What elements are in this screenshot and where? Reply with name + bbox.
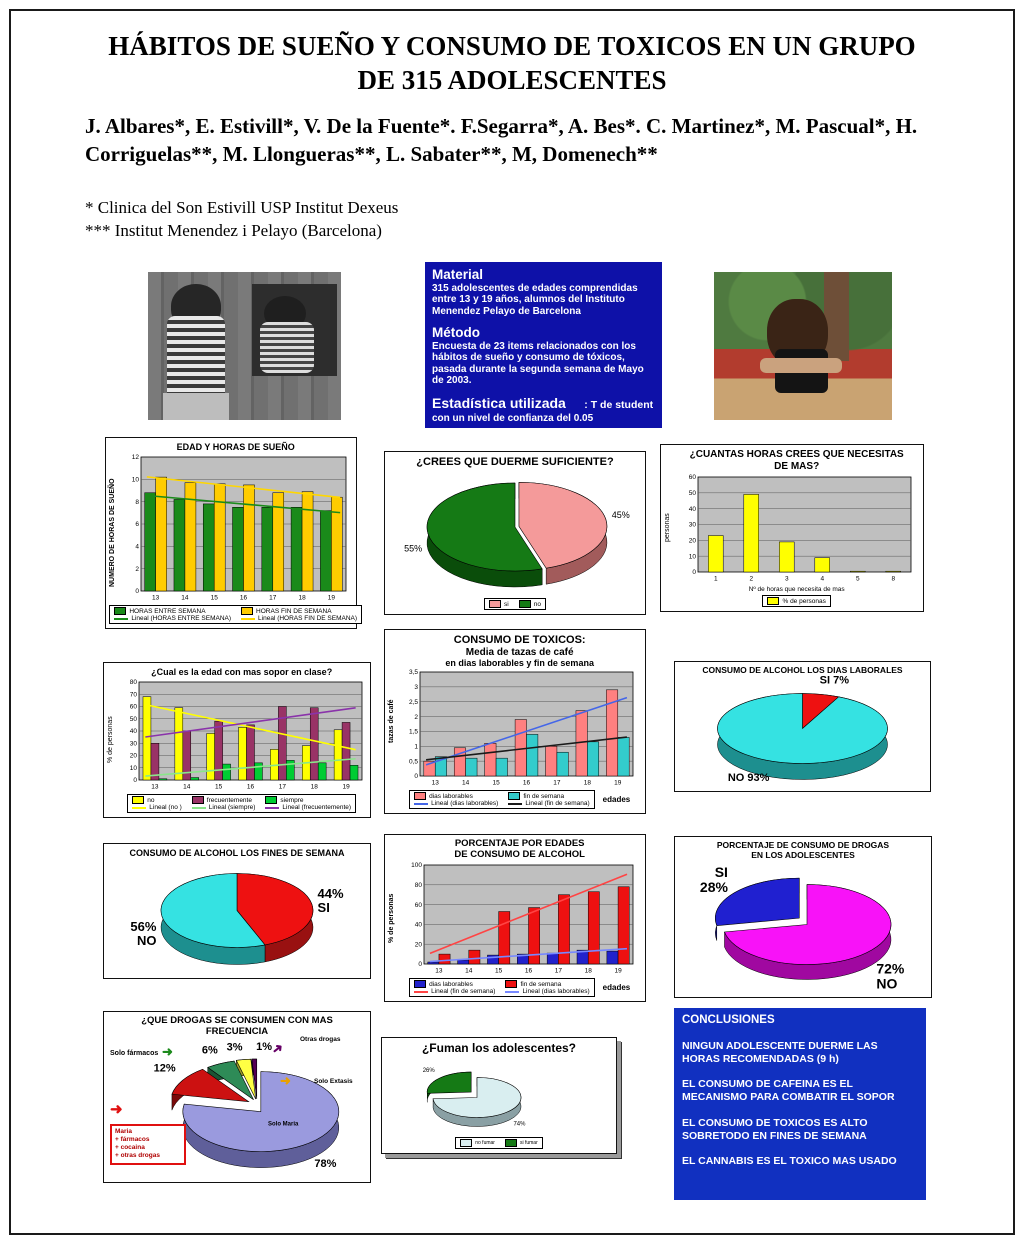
svg-text:18: 18 [584,967,593,975]
swbox [505,1139,517,1147]
conclusions-list [682,1040,918,1168]
svg-text:78%: 78% [314,1157,337,1170]
svg-text:16: 16 [247,783,255,791]
svg-text:20: 20 [415,941,423,949]
ctitle [677,839,929,861]
lgitem [132,804,182,811]
svg-text:20: 20 [130,753,138,761]
lgtext: no fumar [475,1140,495,1146]
swbox [508,792,520,800]
lgtext: si fumar [519,1140,538,1146]
svg-text:12%: 12% [153,1062,176,1075]
swline [132,807,146,809]
svg-text:3%: 3% [226,1041,243,1054]
lgtext: Lineal (dias laborables) [431,800,499,807]
swbox [241,607,253,615]
svg-text:19: 19 [342,783,351,791]
material-heading: Material [432,267,484,282]
ctitle-line: PORCENTAJE DE CONSUMO DE DROGAS [716,840,890,850]
svgwrap [384,1056,614,1136]
svg-text:13: 13 [152,594,160,602]
ylabel: personas [664,513,671,543]
lgitem [414,800,498,807]
svgwrap [672,472,921,585]
photo-art [163,393,229,420]
lgitem [414,988,495,995]
drug-mix-line: + fármacos [115,1136,150,1144]
svgwrap [387,469,643,597]
svg-text:10: 10 [130,765,138,773]
ctitle-line: EN LOS ADOLESCENTES [751,849,855,860]
lgtext: % de personas [782,597,826,605]
svg-text:30: 30 [130,740,138,748]
svg-text:15: 15 [492,779,501,787]
red-arrow-icon: ➜ [110,1101,123,1118]
ccol [117,440,358,626]
lgtext: HORAS FIN DE SEMANA [256,607,332,615]
lgtext: no [533,600,541,608]
ccol [106,846,368,976]
estadistica-value: : T de student [584,398,654,411]
chart-fuman-los-adolescentes [381,1037,617,1154]
svg-text:2: 2 [135,566,140,574]
svg-text:6: 6 [135,521,140,529]
chart-alcohol-dias-laborales [674,661,931,792]
ctitle-line: EDAD Y HORAS DE SUEÑO [176,442,295,452]
svg-text:0,5: 0,5 [409,758,419,766]
svg-text:1: 1 [714,575,718,583]
svg-text:14: 14 [181,594,189,602]
drug-mix-line: + cocaina [115,1144,145,1152]
swline [265,807,279,809]
svg-text:3,5: 3,5 [409,669,419,677]
svg-text:40: 40 [689,505,697,513]
swline [505,991,519,993]
svg-text:3: 3 [785,575,789,583]
chart-canvas [117,452,354,604]
svg-text:17: 17 [553,779,561,787]
svg-text:80: 80 [130,679,138,687]
swline [192,807,206,809]
ccol [115,665,368,815]
swbox [414,792,426,800]
ylabel: % de personas [388,893,395,943]
svg-text:NO: NO [876,975,898,992]
svg-text:30: 30 [689,521,697,529]
svgwrap [396,861,643,977]
svg-text:15: 15 [215,783,223,791]
svg-text:12: 12 [132,454,140,462]
estadistica-note: con un nivel de confianza del 0.05 [432,412,594,424]
svg-text:SI 7%: SI 7% [819,675,850,687]
ccol [677,839,929,995]
ctitle [672,447,921,472]
lgitem [132,796,182,804]
lgtext: Lineal (HORAS ENTRE SEMANA) [131,615,232,622]
svgwrap [117,452,354,604]
swline [241,618,255,620]
lgitem [192,796,256,804]
crow [387,837,643,999]
svg-text:40: 40 [415,921,423,929]
svg-text:2: 2 [749,575,754,583]
crow [108,440,358,626]
clegend [409,790,595,809]
callout-otras-drogas: Otras drogas [300,1036,341,1043]
chart-edad-con-mas-sopor [103,662,371,818]
ylabel: NUMERO DE HORAS DE SUEÑO [109,478,116,588]
svg-text:16: 16 [525,967,533,975]
purple-arrow-icon: ➜ [268,1039,287,1058]
svgwrap [677,861,929,995]
xlabel-right: edades [602,795,631,804]
ctitle [115,665,368,677]
swline [414,803,428,805]
ctitle-line: en dias laborables y fin de semana [445,658,594,669]
ctitle [677,664,928,676]
ctitle [396,632,643,668]
ccol [387,454,643,612]
conclusion-item: EL CONSUMO DE CAFEINA ES EL MECANISMO PARA COMBATIR EL SOPOR [682,1078,895,1104]
clegend [127,794,356,813]
chart-canvas [384,1056,614,1136]
ctitle [117,440,354,452]
svg-text:SI: SI [714,863,728,880]
chart-canvas [106,858,368,976]
svg-text:60: 60 [689,474,697,482]
swbox [505,980,517,988]
lgitem [505,988,589,995]
lgtext: dias laborables [429,792,473,800]
svg-text:15: 15 [495,967,503,975]
svg-text:0: 0 [692,569,697,577]
green-arrow-icon: ➜ [162,1044,173,1059]
ylabel: tazas de café [388,699,395,744]
svg-text:18: 18 [310,783,319,791]
ctitle [396,837,643,861]
chart-canvas [677,861,929,995]
svg-text:1%: 1% [256,1040,273,1053]
lgtext: fin de semana [523,792,565,800]
svgwrap [677,676,928,789]
clegend [455,1137,543,1149]
chart-crees-que-duerme-suficiente [384,451,646,615]
ctitle [106,1014,368,1038]
ylabel: % de personas [107,716,114,764]
ctitle-line: FRECUENCIA [205,1025,269,1037]
ctitle-line: ¿CREES QUE DUERME SUFICIENTE? [416,456,614,468]
chart-edad-y-horas-de-sueno [105,437,357,629]
svg-text:17: 17 [279,783,287,791]
swbox [132,796,144,804]
poster-affiliation-1: * Clinica del Son Estivill USP Institut Dexeus [85,198,399,217]
ctitle-line: DE CONSUMO DE ALCOHOL [454,848,585,860]
svg-text:72%: 72% [876,960,905,977]
chart-canvas [115,677,368,793]
material-method-box [425,262,662,428]
ccol [384,1040,614,1151]
swbox [767,597,779,605]
clegend [109,605,362,624]
lgitem [114,607,231,615]
ctitle [106,846,368,858]
legend-row [396,789,643,811]
swline [414,991,428,993]
lgtext: Lineal (HORAS FIN DE SEMANA) [258,615,358,622]
svg-text:4: 4 [820,575,825,583]
metodo-text: Encuesta de 23 items relacionados con los hábitos de sueño y consumo de tóxicos, pasada durante la segunda semana de Mayo de 2003. [432,340,644,387]
chart-canvas [396,668,643,789]
conclusion-item: EL CONSUMO DE TOXICOS ES ALTO SOBRETODO EN FINES DE SEMANA [682,1116,868,1142]
poster-authors: J. Albares*, E. Estivill*, V. De la Fuente*. F.Segarra*, A. Bes*. C. Martinez*, M. Pascual*, H. Corriguelas**, M. Llongueras**, L. Sabater**, M, Domenech** [85,114,918,167]
material-text: 315 adolescentes de edades comprendidas entre 13 y 19 años, alumnos del Instituto Menendez Pelayo de Barcelona [432,282,638,317]
lgtext: Lineal (fin de semana) [431,988,496,995]
photo-art [260,322,314,372]
svg-text:2: 2 [414,714,419,722]
xlabel: Nº de horas que necesita de mas [748,586,845,593]
clegend [409,978,595,997]
orange-arrow-icon: ➜ [280,1073,291,1088]
ccol [396,837,643,999]
swbox [460,1139,472,1147]
swbox [489,600,501,608]
swbox [265,796,277,804]
lgitem [241,607,357,615]
ctitle-line: ¿QUE DROGAS SE CONSUMEN CON MAS [141,1015,333,1026]
svg-text:18: 18 [584,779,592,787]
lgitem [265,796,351,804]
lgitem [265,804,351,811]
ctitle-line: Media de tazas de café [465,646,574,658]
drug-mix-line: Maria [115,1128,132,1135]
svg-text:80: 80 [415,881,423,889]
ctitle-line: ¿Cual es la edad con mas sopor en clase? [151,667,333,677]
ctitle-line: PORCENTAJE POR EDADES [454,838,585,849]
svg-text:NO 93%: NO 93% [727,771,770,784]
poster-affiliation-2: *** Institut Menendez i Pelayo (Barcelona) [85,221,382,240]
svg-text:0: 0 [135,588,140,596]
svg-text:14: 14 [462,779,470,787]
svg-text:18: 18 [298,594,307,602]
svg-text:2,5: 2,5 [409,699,419,707]
lgtext: si [504,600,509,608]
swbox [519,600,531,608]
svg-text:13: 13 [151,783,159,791]
ctitle [387,454,643,469]
lgitem [414,980,495,988]
photo-art [824,272,849,361]
svg-text:16: 16 [240,594,248,602]
lgitem [241,615,357,622]
legend-row [117,604,358,626]
lgitem [505,980,589,988]
svg-text:74%: 74% [513,1121,526,1128]
svg-text:13: 13 [431,779,440,787]
svg-text:45%: 45% [611,509,630,520]
ctitle-line: ¿Fuman los adolescentes? [421,1041,577,1055]
svg-text:15: 15 [210,594,219,602]
svg-text:1: 1 [414,743,419,751]
photo-art [167,316,225,393]
svg-text:50: 50 [689,490,697,498]
svg-text:1,5: 1,5 [409,729,419,737]
lgitem [414,792,498,800]
ctitle [384,1040,614,1056]
svg-text:14: 14 [183,783,191,791]
svg-text:Solo Maria: Solo Maria [268,1121,299,1128]
svgwrap [106,858,368,976]
legend-row [672,594,921,609]
callout-solo-farmacos: Solo fármacos [110,1050,159,1057]
lgitem [114,615,231,622]
svg-text:60: 60 [130,704,138,712]
ccol [672,447,921,609]
svg-text:8: 8 [135,499,140,507]
legend-row [115,793,368,815]
ctitle-line: ¿CUANTAS HORAS CREES QUE NECESITAS [689,449,904,460]
callout-solo-extasis: Solo Extasis [314,1078,353,1085]
chart-canvas [677,676,928,789]
lgtext: Lineal (no ) [149,804,182,811]
conclusion-item: EL CANNABIS ES EL TOXICO MAS USADO [682,1154,897,1167]
crow [387,632,643,811]
lgitem [519,600,541,608]
svg-text:55%: 55% [404,542,423,553]
svg-text:0: 0 [414,773,419,781]
svg-text:5: 5 [856,575,860,583]
svg-text:40: 40 [130,728,138,736]
lgtext: siempre [280,796,304,804]
photo-art [760,358,842,373]
estadistica-heading: Estadística utilizada [432,394,566,411]
lgitem [508,792,589,800]
chart-alcohol-por-edades [384,834,646,1002]
chart-que-drogas-se-consumen [103,1011,371,1183]
svg-text:19: 19 [614,967,623,975]
svg-text:17: 17 [555,967,563,975]
chart-consumo-drogas-adolescentes [674,836,932,998]
svg-text:56%: 56% [130,919,157,935]
svg-text:100: 100 [411,862,423,870]
svg-text:26%: 26% [422,1067,435,1074]
svg-text:SI: SI [317,900,330,916]
svgwrap [396,668,643,789]
svg-text:60: 60 [415,901,423,909]
photo-tired-teens [148,272,341,420]
svg-text:13: 13 [435,967,443,975]
ctitle-line: CONSUMO DE ALCOHOL LOS FINES DE SEMANA [129,848,345,858]
lgtext: no [147,796,155,804]
svg-text:4: 4 [135,543,140,551]
lgitem [505,1139,538,1147]
svg-text:8: 8 [891,575,896,583]
svg-text:14: 14 [465,967,473,975]
chart-alcohol-fines-de-semana [103,843,371,979]
chart-canvas [672,472,921,585]
svg-text:0: 0 [133,777,138,785]
chart-media-tazas-cafe [384,629,646,814]
lgitem [767,597,825,605]
lgitem [192,804,256,811]
crow [663,447,921,609]
conclusions-heading: CONCLUSIONES [682,1014,775,1026]
chart-cuantas-horas-necesitas-de-mas [660,444,924,612]
clegend [484,598,546,610]
xlabel-right: edades [602,983,631,992]
svg-text:44%: 44% [317,886,344,902]
lgtext: Lineal (frecuentemente) [282,804,352,811]
svg-text:3: 3 [414,684,419,692]
poster-title: HÁBITOS DE SUEÑO Y CONSUMO DE TOXICOS EN UN GRUPO DE 315 ADOLESCENTES [108,31,916,95]
clegend [762,595,830,607]
ctitle-line: CONSUMO DE ALCOHOL LOS DIAS LABORALES [702,665,903,675]
svgwrap [115,677,368,793]
crow [106,665,368,815]
lgitem [508,800,589,807]
legend-row [387,597,643,612]
ctitle-line: DE MAS? [774,460,820,472]
drug-mix-line: + otras drogas [115,1152,160,1160]
svg-text:10: 10 [689,553,697,561]
swline [508,803,522,805]
svg-text:17: 17 [269,594,277,602]
swbox [192,796,204,804]
svg-text:16: 16 [523,779,531,787]
lgtext: dias laborables [429,980,473,988]
ccol [677,664,928,789]
svg-text:6%: 6% [201,1044,218,1057]
svg-text:0: 0 [418,961,423,969]
ctitle-line: CONSUMO DE TOXICOS: [453,634,586,646]
svg-text:10: 10 [132,476,140,484]
legend-row [396,977,643,999]
legend-row [384,1136,614,1151]
lgitem [460,1139,495,1147]
lgtext: frecuentemente [206,796,252,804]
svg-text:NO: NO [136,933,157,949]
lgtext: Lineal (fin de semana) [525,800,590,807]
lgtext: Lineal (siempre) [208,804,256,811]
ccol [396,632,643,811]
swbox [414,980,426,988]
maria-drug-mix-box [110,1124,186,1165]
svg-text:70: 70 [130,691,138,699]
metodo-heading: Método [432,325,480,341]
photo-girl-outdoors [714,272,892,420]
chart-canvas [387,469,643,597]
lgtext: Lineal (dias laborables) [522,988,590,995]
lgtext: fin de semana [520,980,562,988]
lgtext: HORAS ENTRE SEMANA [129,607,206,615]
conclusions-box [674,1008,926,1200]
svg-text:19: 19 [614,779,622,787]
svg-text:50: 50 [130,716,138,724]
lgitem [489,600,509,608]
conclusion-item: NINGUN ADOLESCENTE DUERME LAS HORAS RECOMENDADAS (9 h) [682,1040,878,1066]
chart-canvas [396,861,643,977]
svg-text:19: 19 [328,594,336,602]
svg-text:20: 20 [689,537,697,545]
svg-text:28%: 28% [699,878,728,895]
